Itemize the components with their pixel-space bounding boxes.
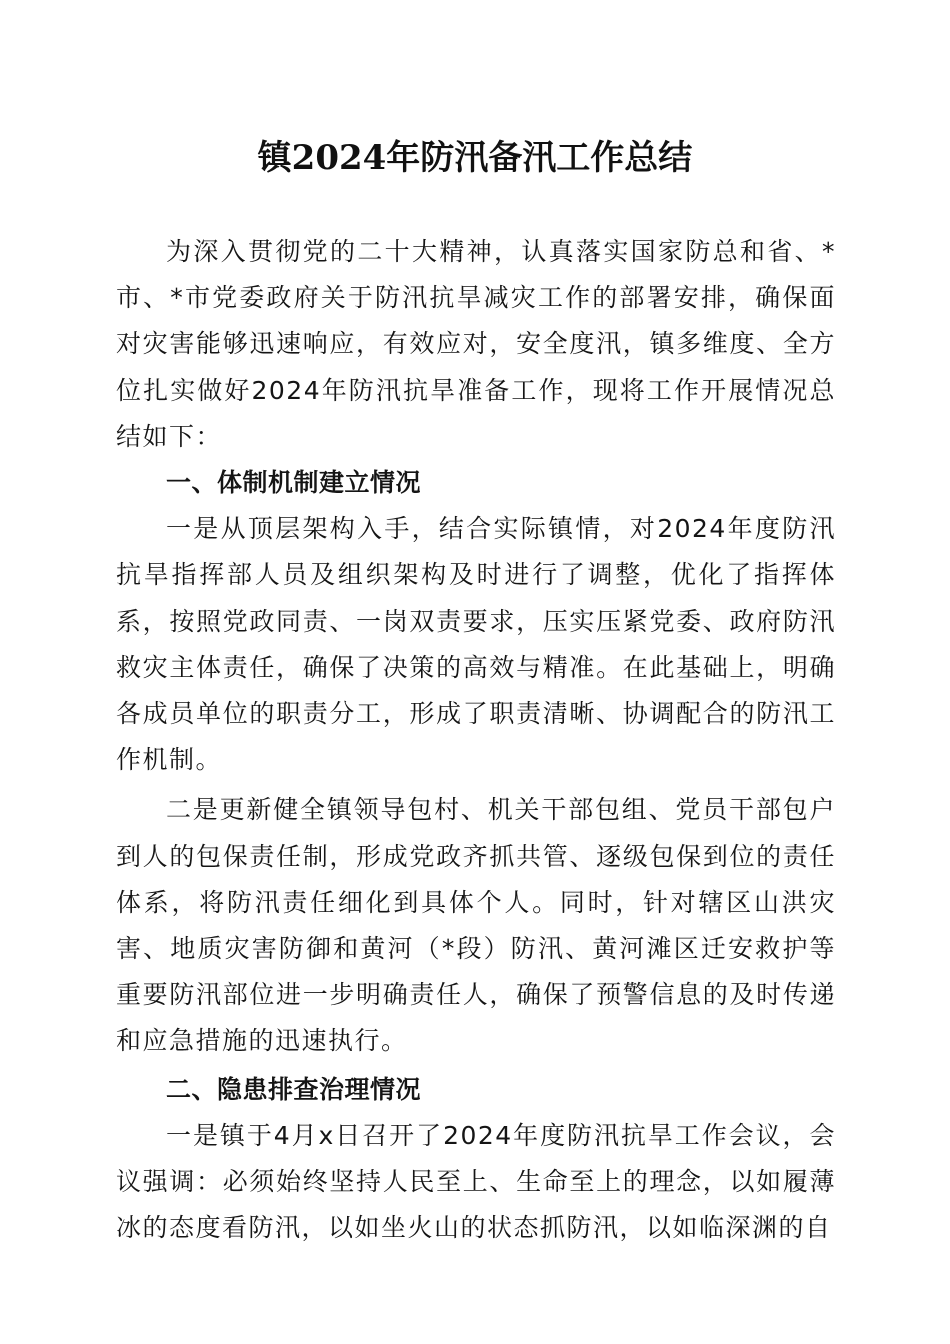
section1-paragraph-1: 一是从顶层架构入手，结合实际镇情，对2024年度防汛抗旱指挥部人员及组织架构及时进行了调整，优化了指挥体系，按照党政同责、一岗双责要求，压实压紧党委、政府防汛救灾主体责任，确保了决策的高效与精准。在此基础上，明确各成员单位的职责分工，形成了职责清晰、协调配合的防汛工作机制。	[116, 514, 836, 775]
document-title: 镇2024年防汛备汛工作总结	[257, 138, 693, 178]
section1-paragraph-2: 二是更新健全镇领导包村、机关干部包组、党员干部包户到人的包保责任制，形成党政齐抓共管、逐级包保到位的责任体系，将防汛责任细化到具体个人。同时，针对辖区山洪灾害、地质灾害防御和黄河（*段）防汛、黄河滩区迁安救护等重要防汛部位进一步明确责任人，确保了预警信息的及时传递和应急措施的迅速执行。	[116, 795, 836, 1056]
section-heading-hazard-inspection: 二、隐患排查治理情况	[166, 1074, 422, 1104]
intro-paragraph: 为深入贯彻党的二十大精神，认真落实国家防总和省、*市、*市党委政府关于防汛抗旱减灾工作的部署安排，确保面对灾害能够迅速响应，有效应对，安全度汛，镇多维度、全方位扎实做好2024年防汛抗旱准备工作，现将工作开展情况总结如下：	[116, 237, 836, 451]
section2-paragraph-1: 一是镇于4月x日召开了2024年度防汛抗旱工作会议，会议强调：必须始终坚持人民至上、生命至上的理念，以如履薄冰的态度看防汛，以如坐火山的状态抓防汛，以如临深渊的自	[116, 1120, 836, 1243]
section-heading-institutional-mechanism: 一、体制机制建立情况	[166, 468, 422, 498]
document-body	[116, 229, 836, 1251]
